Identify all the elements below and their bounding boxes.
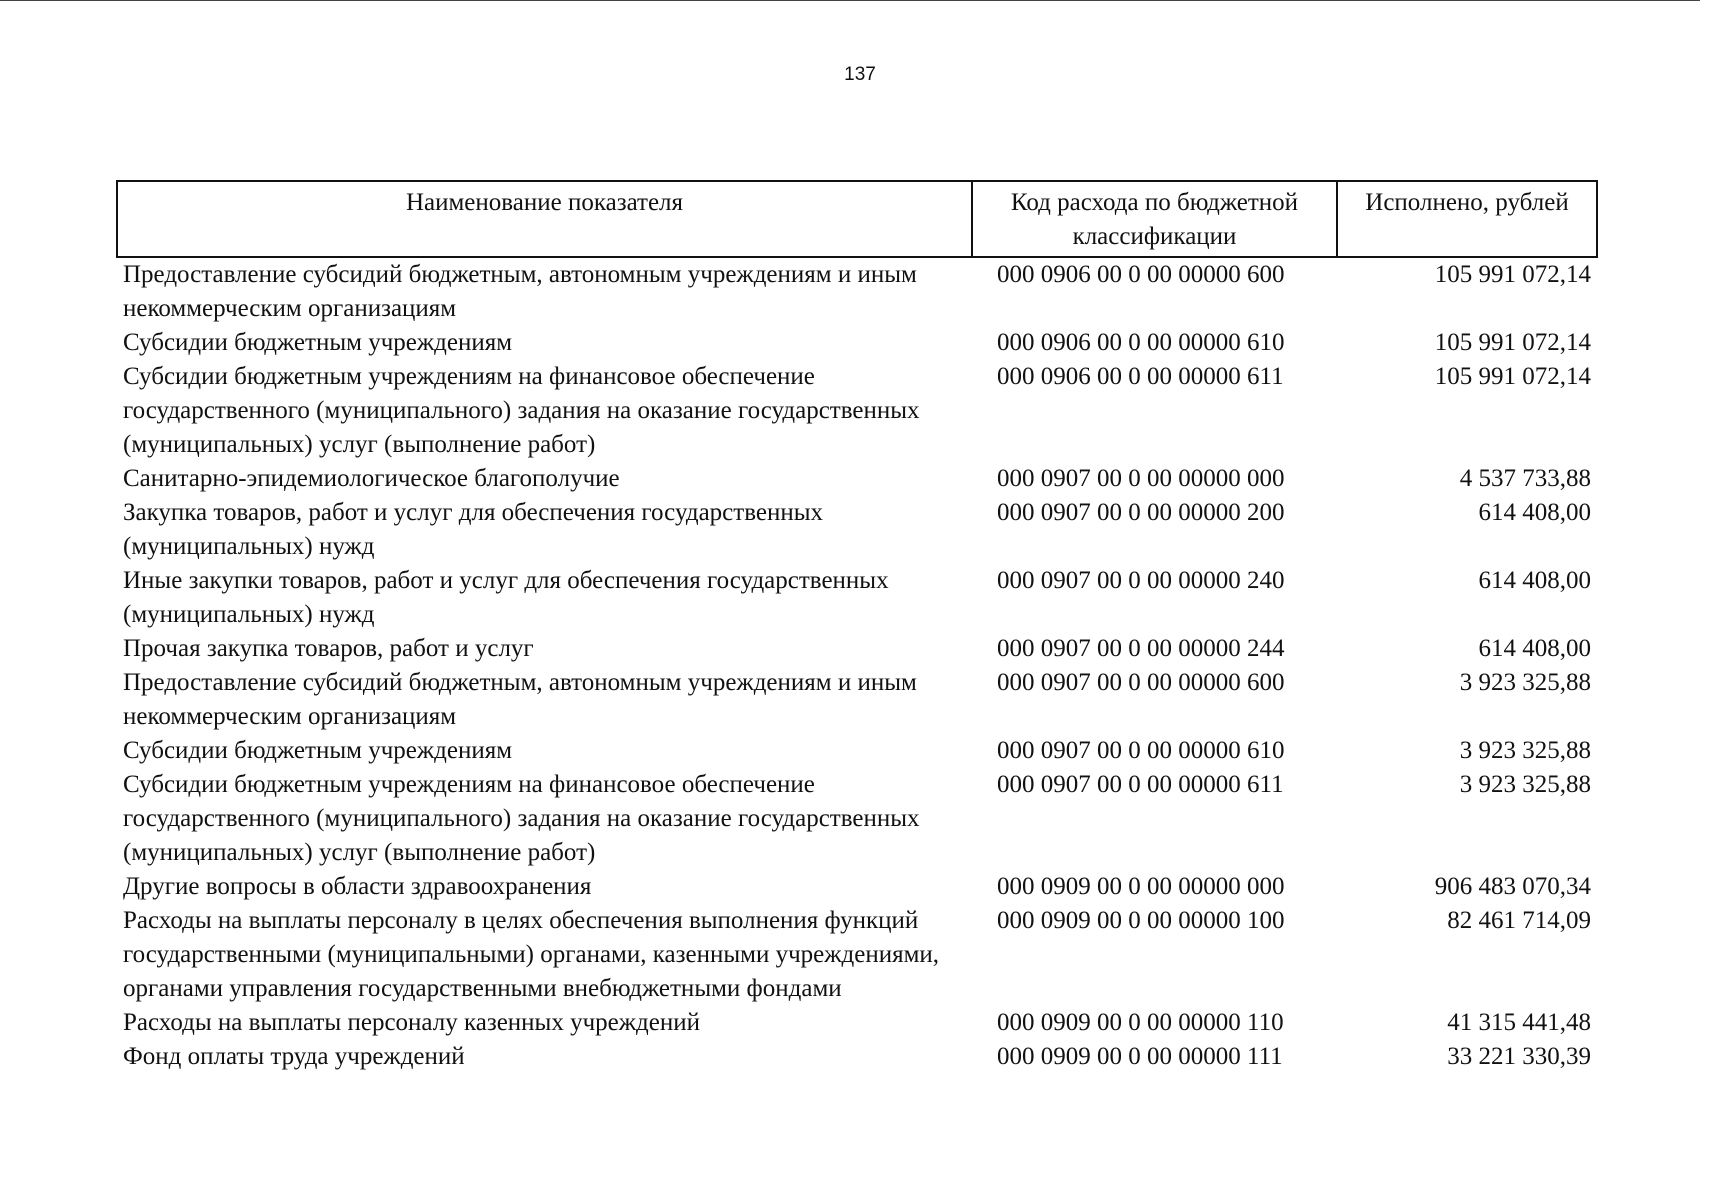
row-indicator-name: Субсидии бюджетным учреждениям на финансовое обеспечение государственного (муниципального) задания на оказание государственных (муниципальных) услуг (выполнение работ): [123, 771, 920, 866]
table-row: [117, 632, 1597, 666]
header-executed-amount: Исполнено, рублей: [1337, 181, 1597, 257]
row-budget-code: 000 0909 00 0 00 00000 100: [997, 907, 1285, 934]
row-executed-amount: 906 483 070,34: [1434, 873, 1591, 900]
row-budget-code: 000 0907 00 0 00 00000 244: [997, 635, 1285, 662]
table-row: [117, 360, 1597, 462]
row-budget-code: 000 0907 00 0 00 00000 240: [997, 567, 1285, 594]
table-row: [117, 496, 1597, 564]
table-row: [117, 666, 1597, 734]
row-executed-amount: 82 461 714,09: [1447, 907, 1591, 934]
header-budget-code: Код расхода по бюджетной классификации: [972, 181, 1337, 257]
table-row: [117, 870, 1597, 904]
table-row: [117, 1006, 1597, 1040]
row-indicator-name: Прочая закупка товаров, работ и услуг: [123, 635, 534, 662]
header-indicator-name: Наименование показателя: [117, 181, 972, 257]
row-budget-code: 000 0907 00 0 00 00000 611: [997, 771, 1284, 798]
table-row: [117, 768, 1597, 870]
table-row: [117, 904, 1597, 1006]
table-row: [117, 734, 1597, 768]
budget-execution-table: [116, 180, 1598, 1074]
row-budget-code: 000 0906 00 0 00 00000 610: [997, 329, 1285, 356]
row-executed-amount: 614 408,00: [1478, 635, 1591, 662]
row-budget-code: 000 0907 00 0 00 00000 610: [997, 737, 1285, 764]
row-executed-amount: 105 991 072,14: [1434, 329, 1591, 356]
row-indicator-name: Предоставление субсидий бюджетным, автономным учреждениям и иным некоммерческим организациям: [123, 669, 917, 730]
row-indicator-name: Фонд оплаты труда учреждений: [123, 1043, 465, 1070]
table-row: [117, 564, 1597, 632]
row-executed-amount: 41 315 441,48: [1447, 1009, 1591, 1036]
row-executed-amount: 105 991 072,14: [1434, 261, 1591, 288]
row-budget-code: 000 0909 00 0 00 00000 110: [997, 1009, 1284, 1036]
table-row: [117, 257, 1597, 326]
table-body: [117, 257, 1597, 1074]
page-number: 137: [844, 64, 876, 85]
row-executed-amount: 614 408,00: [1478, 499, 1591, 526]
row-indicator-name: Закупка товаров, работ и услуг для обеспечения государственных (муниципальных) нужд: [123, 499, 824, 560]
row-indicator-name: Предоставление субсидий бюджетным, автономным учреждениям и иным некоммерческим организациям: [123, 261, 917, 322]
row-indicator-name: Расходы на выплаты персоналу в целях обеспечения выполнения функций государственными (муниципальными) органами, казенными учреждениями, органами управления государственными внебюджетными фондами: [123, 907, 940, 1002]
table-header-row: [117, 181, 1597, 257]
row-budget-code: 000 0906 00 0 00 00000 611: [997, 363, 1284, 390]
row-budget-code: 000 0909 00 0 00 00000 111: [997, 1043, 1283, 1070]
row-indicator-name: Субсидии бюджетным учреждениям на финансовое обеспечение государственного (муниципального) задания на оказание государственных (муниципальных) услуг (выполнение работ): [123, 363, 920, 458]
table-header: [117, 181, 1597, 257]
row-executed-amount: 4 537 733,88: [1459, 465, 1591, 492]
row-budget-code: 000 0909 00 0 00 00000 000: [997, 873, 1285, 900]
budget-table-container: [116, 180, 1596, 1074]
row-budget-code: 000 0907 00 0 00 00000 600: [997, 669, 1285, 696]
row-executed-amount: 3 923 325,88: [1459, 669, 1591, 696]
row-indicator-name: Другие вопросы в области здравоохранения: [123, 873, 592, 900]
row-budget-code: 000 0907 00 0 00 00000 200: [997, 499, 1285, 526]
row-executed-amount: 3 923 325,88: [1459, 737, 1591, 764]
row-executed-amount: 105 991 072,14: [1434, 363, 1591, 390]
row-indicator-name: Санитарно-эпидемиологическое благополучие: [123, 465, 620, 492]
row-executed-amount: 33 221 330,39: [1447, 1043, 1591, 1070]
row-indicator-name: Субсидии бюджетным учреждениям: [123, 737, 513, 764]
table-row: [117, 462, 1597, 496]
top-border-line: [0, 0, 1700, 1]
row-indicator-name: Иные закупки товаров, работ и услуг для обеспечения государственных (муниципальных) нужд: [123, 567, 889, 628]
table-row: [117, 326, 1597, 360]
row-budget-code: 000 0906 00 0 00 00000 600: [997, 261, 1285, 288]
row-indicator-name: Субсидии бюджетным учреждениям: [123, 329, 513, 356]
row-indicator-name: Расходы на выплаты персоналу казенных учреждений: [123, 1009, 700, 1036]
row-budget-code: 000 0907 00 0 00 00000 000: [997, 465, 1285, 492]
row-executed-amount: 614 408,00: [1478, 567, 1591, 594]
row-executed-amount: 3 923 325,88: [1459, 771, 1591, 798]
table-row: [117, 1040, 1597, 1074]
